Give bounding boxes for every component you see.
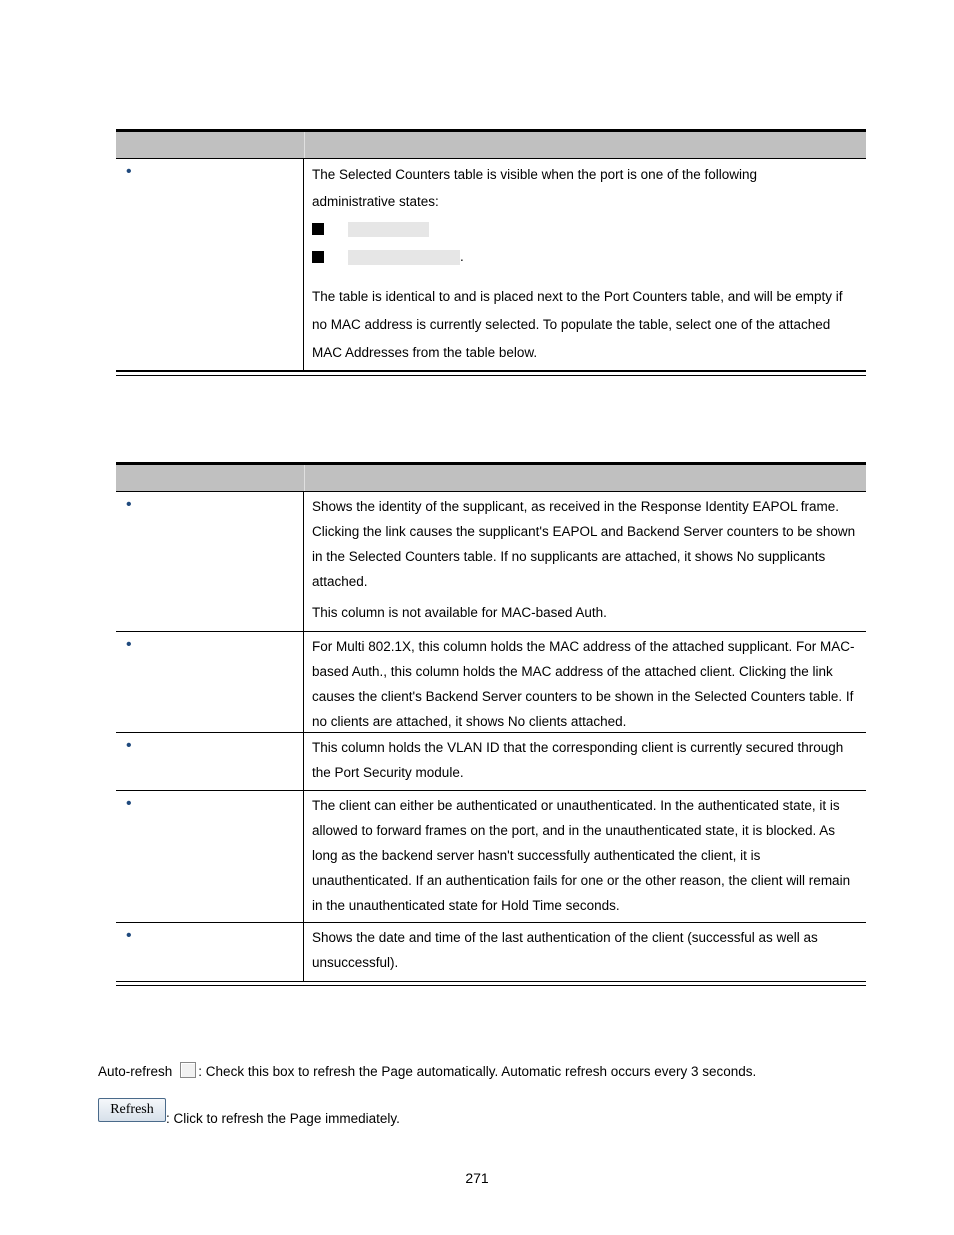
table-row (116, 791, 866, 923)
header-object-cell (116, 132, 305, 158)
object-cell (116, 159, 304, 370)
object-cell (116, 632, 304, 732)
description-cell (304, 923, 866, 981)
authenticated-clients-table (116, 462, 866, 986)
object-cell (116, 923, 304, 981)
bullet-icon: • (126, 636, 132, 653)
table-row (116, 923, 866, 981)
state-item (312, 215, 858, 243)
auto-refresh-checkbox[interactable] (180, 1062, 196, 1078)
header-object-cell (116, 465, 305, 491)
header-description-cell (305, 465, 866, 491)
object-cell (116, 733, 304, 790)
table-row (116, 492, 866, 632)
table-header (116, 462, 866, 492)
object-cell (116, 492, 304, 631)
description-paragraph: Shows the identity of the supplicant, as received in the Response Identity EAPOL frame. Clicking the link causes the supplicant's EAPOL and Backend Server counters to be shown in the Selected Counters table. If no supplicants are attached, it shows No supplicants attached. (312, 499, 856, 589)
header-description-cell (305, 132, 866, 158)
refresh-text: : Click to refresh the Page immediately. (166, 1111, 400, 1126)
refresh-description (98, 1098, 400, 1126)
bullet-icon: • (126, 496, 132, 513)
table-row (116, 733, 866, 791)
description-cell (304, 733, 866, 790)
table-header (116, 129, 866, 159)
state-item (312, 243, 858, 271)
state-suffix: . (460, 249, 464, 264)
state-placeholder (348, 222, 429, 237)
auto-refresh-text: : Check this box to refresh the Page automatically. Automatic refresh occurs every 3 seconds. (198, 1064, 757, 1079)
description-cell (304, 492, 866, 631)
description-cell (304, 791, 866, 922)
description-paragraph: The client can either be authenticated or unauthenticated. In the authenticated state, it is allowed to forward frames on the port, and in the unauthenticated state, it is blocked. As long as the backend server hasn't successfully authenticated the client, it is unauthenticated. If an authentication fails for one or the other reason, the client will remain in the unauthenticated state for Hold Time seconds. (312, 798, 851, 913)
auto-refresh-description (98, 1062, 756, 1079)
bullet-icon: • (126, 927, 132, 944)
object-cell (116, 791, 304, 922)
bullet-icon: • (126, 795, 132, 812)
description-cell (304, 632, 866, 732)
square-bullet-icon (312, 223, 324, 235)
description-paragraph: For Multi 802.1X, this column holds the MAC address of the attached supplicant. For MAC-based Auth., this column holds the MAC address of the attached client. Clicking the link causes the client's Backend Server counters to be shown in the Selected Counters table. If no clients are attached, it shows No clients attached. (312, 639, 855, 729)
description-paragraph: This column is not available for MAC-based Auth. (312, 605, 607, 620)
table-bottom-border (116, 371, 866, 376)
table-bottom-border (116, 981, 866, 986)
description-line: administrative states: (312, 194, 439, 209)
page-number: 271 (465, 1170, 489, 1186)
table-row (116, 159, 866, 371)
description-paragraph: This column holds the VLAN ID that the corresponding client is currently secured through the Port Security module. (312, 740, 844, 780)
selected-counters-table (116, 129, 866, 376)
bullet-icon: • (126, 737, 132, 754)
square-bullet-icon (312, 251, 324, 263)
state-placeholder (348, 250, 460, 265)
table-row (116, 632, 866, 733)
description-paragraph: Shows the date and time of the last authentication of the client (successful as well as unsuccessful). (312, 930, 818, 970)
description-paragraph: The table is identical to and is placed next to the Port Counters table, and will be empty if no MAC address is currently selected. To populate the table, select one of the attached MAC Addresses from the table below. (312, 289, 843, 360)
description-line: The Selected Counters table is visible when the port is one of the following (312, 167, 758, 182)
bullet-icon: • (126, 163, 132, 180)
auto-refresh-label: Auto-refresh (98, 1064, 173, 1079)
description-cell (304, 159, 866, 370)
refresh-button[interactable]: Refresh (98, 1098, 166, 1122)
